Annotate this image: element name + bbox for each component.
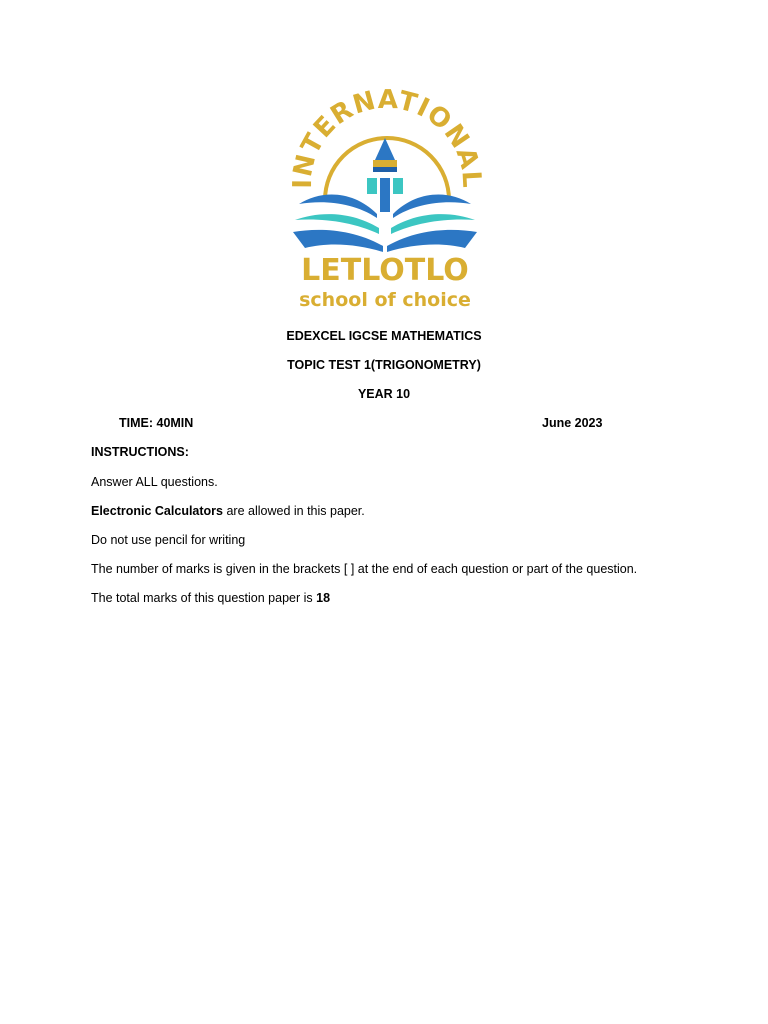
instruction-marks-info: The number of marks is given in the brackets [ ] at the end of each question or part of the question. xyxy=(91,562,638,576)
year-label: YEAR 10 xyxy=(357,387,411,401)
logo-tagline: school of choice xyxy=(299,289,471,311)
instruction-calculators xyxy=(91,503,365,519)
logo-name: LETLOTLO xyxy=(301,253,469,288)
date-label: June 2023 xyxy=(542,416,603,430)
logo-arc-text: INTERNATIONAL xyxy=(287,84,487,190)
total-marks-value: 18 xyxy=(316,591,331,605)
topic-test-title: TOPIC TEST 1(TRIGONOMETRY) xyxy=(287,358,481,372)
school-logo xyxy=(283,82,488,314)
calculators-rest: are allowed in this paper. xyxy=(223,504,365,518)
instructions-heading: INSTRUCTIONS: xyxy=(91,445,189,459)
time-label: TIME: 40MIN xyxy=(119,416,194,430)
pencil-icon xyxy=(367,138,403,212)
logo-emblem xyxy=(283,82,488,314)
instruction-pencil: Do not use pencil for writing xyxy=(91,533,246,547)
instruction-total-marks xyxy=(91,590,330,606)
calculators-emphasis: Electronic Calculators xyxy=(91,504,223,518)
instruction-answer-all: Answer ALL questions. xyxy=(91,475,218,489)
total-marks-prefix: The total marks of this question paper is xyxy=(91,591,317,605)
exam-board-title: EDEXCEL IGCSE MATHEMATICS xyxy=(286,329,482,343)
